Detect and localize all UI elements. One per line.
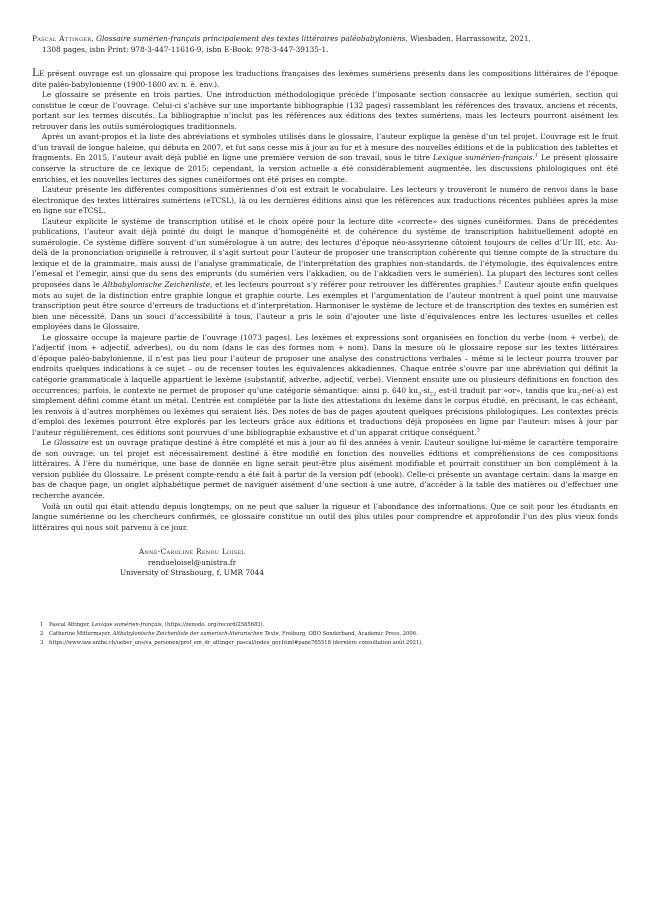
- review-page: [32, 34, 618, 649]
- footnote-1: 1 Pascal Attinger, Lexique sumérien-français, (https://zenodo. org/record/2585683).: [40, 621, 265, 628]
- footnote-ref-1[interactable]: 1: [534, 153, 539, 160]
- reviewer-email[interactable]: rendueloisel@unistra.fr: [147, 557, 237, 567]
- bibliographic-header: Pascal Attinger, Glossaire sumérien-français principalement des textes littéraires paléobabyloniens, Wiesbaden, Harrassowitz, 2021, 1308 pages, isbn Print: 978-3-447-11616-9, isbn E-Book: 978-3-447-39135-1.: [32, 34, 618, 55]
- paragraph-compositions: L’auteur présente les différentes compositions sumériennes d’où est extrait le vocabulaire. Les lecteurs y trouveront le numéro de renvoi dans la base électronique des textes littéraires sumériens (eTCSL), là ou les dernières éditions ainsi que les références aux traductions récentes publiées après la mise en ligne sur eTCSL.: [32, 185, 618, 216]
- reviewer-name: Anne-Caroline Rendu Loisel: [138, 547, 246, 557]
- footnote-3: 3 https://www.iaw.unibe.ch/ueber_uns/va_personen/prof_em_dr_attinger_pascal/index_ger.html#pane765518 (dernière consultation août 2021).: [40, 640, 423, 647]
- publisher-info: , Wiesbaden, Harrassowitz, 2021,: [405, 34, 531, 43]
- paragraph-glossary: Le glossaire occupe la majeure partie de l’ouvrage (1073 pages). Les lexèmes et expressions sont organisées en fonction du verbe (nom + verbe), de l’adjectif (nom + adjectif, adverbes), ou du nom (dans le cas des formes nom + nom). Dans la mesure où le glossaire repose sur les textes littéraires d’époque paléo-babylonienne, il n’est pas lieu pour l’auteur de proposer une analyse des constructions verbales – même si le lecteur pourra trouver par endroits quelques indications à ce sujet – ou de recenser toutes les équivalences akkadiennes. Chaque entrée s’ouvre par une abréviation qui définit la catégorie grammaticale à laquelle appartient le lexème (substantif, adverbe, adjectif, verbe). Viennent ensuite une ou plusieurs définitions en fonction des occurrences; parfois, le contexte ne permet de proposer qu’une catégorie sémantique: ainsi p. 640 $ku_3-si_{22}$ est-il traduit par «or», tandis que $ku_3-ne(-a)$ est simplement défini comme étant un métal. L’entrée est complétée par la liste des attestations du lexème dans le corpus étudié, en précisant, le cas échéant, les renvois à d’autres morphèmes ou lexèmes qui seraient liés. Des notes de bas de pages ajoutent quelques précisions philologiques. Les contextes précis d’emploi des lexèmes pourront être explorés par les lecteurs grâce aux éditions et traductions déjà proposées en ligne par l’auteur: mises à jour par l’auteur régulièrement, ces éditions sont pourvues d’une bibliographie exhaustive et d’un apparat critique conséquent.$^3$: [32, 332, 618, 437]
- paragraph-genesis: Après un avant-propos et la liste des abréviations et symboles utilisés dans le glossaire, l’auteur explique la genèse d’un tel projet. L’ouvrage est le fruit d’un travail de longue haleine, qui débuta en 2007, et fut sans cesse mis à jour au fur et à mesure des nouvelles éditions et de la publication des tablettes et fragments. En 2015, l’auteur avait déjà publié en ligne une première version de son travail, sous le titre Lexique sumérien-français.$^1$ Le présent glossaire conserve la structure de ce lexique de 2015; cependant, la version actuelle a été considérablement augmentée, les discussions philologiques ont été enrichies, et les nouvelles lectures des signes cunéiformes ont été prises en compte.: [32, 132, 618, 184]
- paragraph-transcription: L’auteur explicite le système de transcription utilisé et le choix opéré pour la lecture dite «correcte» des signes cunéiformes. Dans de précédentes publications, l’auteur avait déjà pointé du doigt le manque d’homogénéité et de cohérence du système de transcription habituellement adopté en sumérologie. Ce système diffère souvent d’un sumérologue à un autre; des lectures d’époque néo-assyrienne côtoient toujours de celles d’Ur III, etc. Au-delà de la prononciation originelle à retrouver, il s’agit surtout pour l’auteur de proposer une transcription cohérente qui tienne compte de la structure du lexique et de la grammaire, mais aussi de l’analyse grammaticale, de l’interprétation des graphies non-standards, de l’étymologie, des équivalences entre l’emesal et l’emegir, ainsi que du sens des emprunts (du sumérien vers l’akkadien, ou de l’akkadien vers le sumérien). La plupart des lectures sont celles proposées dans le Altbabylonische Zeichenliste, et les lecteurs pourront s’y référer pour retrouver les différentes graphies.$^2$ L’auteur ajoute enfin quelques mots au sujet de la distinction entre graphie longue et graphie courte. Les exemples et l’argumentation de l’auteur montrent à quel point une mauvaise transcription peut être source d’erreurs de traductions et d’interprétation. Harmoniser le système de lecture et de transcription des textes en sumérien est bien une nécessité. Dans un souci d’accessibilité à tous, l’auteur a pris le soin d’ajouter une liste d’équivalences entre les lectures usuelles et celles employées dans le Glossaire.: [32, 216, 618, 332]
- reviewer-affiliation: University of Strasbourg, f, UMR 7044: [119, 568, 265, 578]
- paragraph-structure: Le glossaire se présente en trois parties. Une introduction méthodologique précède l’imposante section consacrée au lexique sumérien, section qui constitue le cœur de l’ouvrage. Celui-ci s’achève sur une importante bibliographie (132 pages) rassemblant les références des travaux, anciens et récents, portant sur les termes discutés. La bibliographie n’inclut pas les références aux éditions des textes sumériens, mais les lecteurs pourront aisément les retrouver dans les outils sumérologiques traditionnels.: [32, 90, 618, 131]
- paragraph-conclusion: Voilà un outil qui était attendu depuis longtemps, on ne peut que saluer la rigueur et l’abondance des informations. Que ce soit pour les étudiants en langue sumérienne ou les chercheurs confirmés, ce glossaire constitue un outil des plus utiles pour comprendre et approfondir l’un des plus vieux fonds littéraires qui nous soit parvenu à ce jour.: [32, 501, 618, 532]
- reviewer-signature: [32, 547, 282, 579]
- paragraph-practical: Le Glossaire est un ouvrage pratique destiné à être complété et mis à jour au fil des années à venir. L’auteur souligne lui-même le caractère temporaire de son ouvrage: un tel projet est nécessairement destiné à être modifié en fonction des nouvelles éditions et compréhensions de ces compositions littéraires. À l’ère du numérique, une base de donnée en ligne serait peut-être plus aisément modifiable et pourrait constituer un bon complément à la version publiée du Glossaire. Le présent compte-rendu a été fait à partir de la version pdf (ebook). Celle-ci présente un avantage certain: dans la marge en bas de chaque page, un onglet alphabétique permet de naviguer aisément d’une section à une autre, d’accéder à la table des matières ou d’effectuer une recherche avancée.: [32, 438, 619, 500]
- reviewed-title: Glossaire sumérien-français principalement des textes littéraires paléobabyloniens: [96, 34, 406, 43]
- isbn-details: 1308 pages, isbn Print: 978-3-447-11616-9, isbn E-Book: 978-3-447-39135-1.: [42, 44, 329, 54]
- footnote-ref-2[interactable]: 2: [498, 279, 502, 286]
- footnote-url[interactable]: https://www.iaw.unibe.ch/ueber_uns/va_personen/prof_em_dr_attinger_pascal/index_ger.html#pane765518 (dernière consultation août 2021).: [49, 640, 423, 647]
- paragraph-intro: Le présent ouvrage est un glossaire qui propose les traductions françaises des lexèmes sumériens présents dans les compositions littéraires de l’époque dite paléo-babylonienne (1900-1600 av. n. è. env.).: [32, 67, 618, 89]
- footnote-ref-3[interactable]: 3: [476, 427, 480, 434]
- drop-cap: Le: [32, 67, 45, 80]
- footnote-2: 2 Catherine Mittermayer, Altbabylonische Zeichenliste der sumerisch-literarischen Texte, Freiburg, OBO Sonderband, Academic Press, 2006.: [40, 630, 418, 637]
- reviewed-author: Pascal Attinger: [32, 34, 92, 43]
- footnotes: [32, 621, 618, 649]
